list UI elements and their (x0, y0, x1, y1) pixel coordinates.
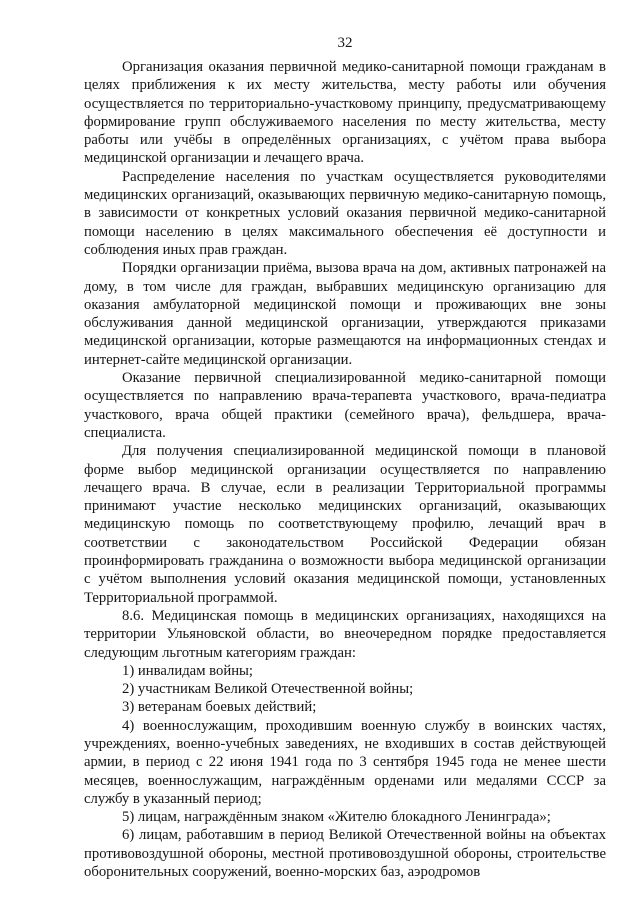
list-item: 6) лицам, работавшим в период Великой Отечественной войны на объектах противовоздушной обороны, местной противовоздушной обороны, строительстве оборонительных сооружений, военно-морских баз, аэродромов (84, 827, 606, 881)
paragraph-planned-specialized-care: Для получения специализированной медицинской помощи в плановой форме выбор медицинской организации осуществляется по направлению лечащего врача. В случае, если в реализации Территориальной программы принимают участие несколько медицинских организаций, оказывающих медицинскую помощь по соответствующему профилю, лечащий врач в соответствии с законодательством Российской Федерации обязан проинформировать гражданина о возможности выбора медицинской организации с учётом выполнения условий оказания медицинской помощи, установленных Территориальной программой. (84, 443, 606, 606)
paragraph-primary-care-organization: Организация оказания первичной медико-санитарной помощи гражданам в целях приближения к их месту жительства, месту работы или обучения осуществляется по территориально-участковому принципу, предусматривающему формирование групп обслуживаемого населения по месту жительства, месту работы или учёбы в определённых организациях, с учётом права выбора медицинской организации и лечащего врача. (84, 59, 606, 167)
list-item: 4) военнослужащим, проходившим военную службу в воинских частях, учреждениях, военно-учебных заведениях, не входивших в состав действующей армии, в период с 22 июня 1941 года по 3 сентября 1945 года не менее шести месяцев, военнослужащим, награждённым орденами или медалями СССР за службу в указанный период; (84, 717, 606, 807)
list-item: 1) инвалидам войны; (122, 662, 254, 679)
list-item: 3) ветеранам боевых действий; (122, 699, 317, 716)
list-item: 2) участникам Великой Отечественной войны; (122, 681, 414, 698)
paragraph-population-distribution: Распределение населения по участкам осуществляется руководителями медицинских организаций, оказывающих первичную медико-санитарную помощь, в зависимости от конкретных условий оказания первичной медико-санитарной помощи населению в целях максимального обеспечения её доступности и соблюдения иных прав граждан. (84, 168, 606, 258)
page-number: 32 (337, 35, 353, 51)
paragraph-specialized-primary-care: Оказание первичной специализированной медико-санитарной помощи осуществляется по направлению врача-терапевта участкового, врача-педиатра участкового, врача общей практики (семейного врача), фельдшера, врача-специалиста. (84, 370, 606, 441)
paragraph-section-8-6: 8.6. Медицинская помощь в медицинских организациях, находящихся на территории Ульяновской области, во внеочередном порядке предоставляется следующим льготным категориям граждан: (84, 607, 606, 661)
list-item: 5) лицам, награждённым знаком «Жителю блокадного Ленинграда»; (122, 809, 551, 826)
paragraph-reception-procedures: Порядки организации приёма, вызова врача на дом, активных патронажей на дому, в том числе для граждан, выбравших медицинскую организацию для оказания амбулаторной медицинской помощи и проживающих вне зоны обслуживания данной медицинской организации, утверждаются приказами медицинской организации, которые размещаются на информационных стендах и интернет-сайте медицинской организации. (84, 260, 606, 368)
